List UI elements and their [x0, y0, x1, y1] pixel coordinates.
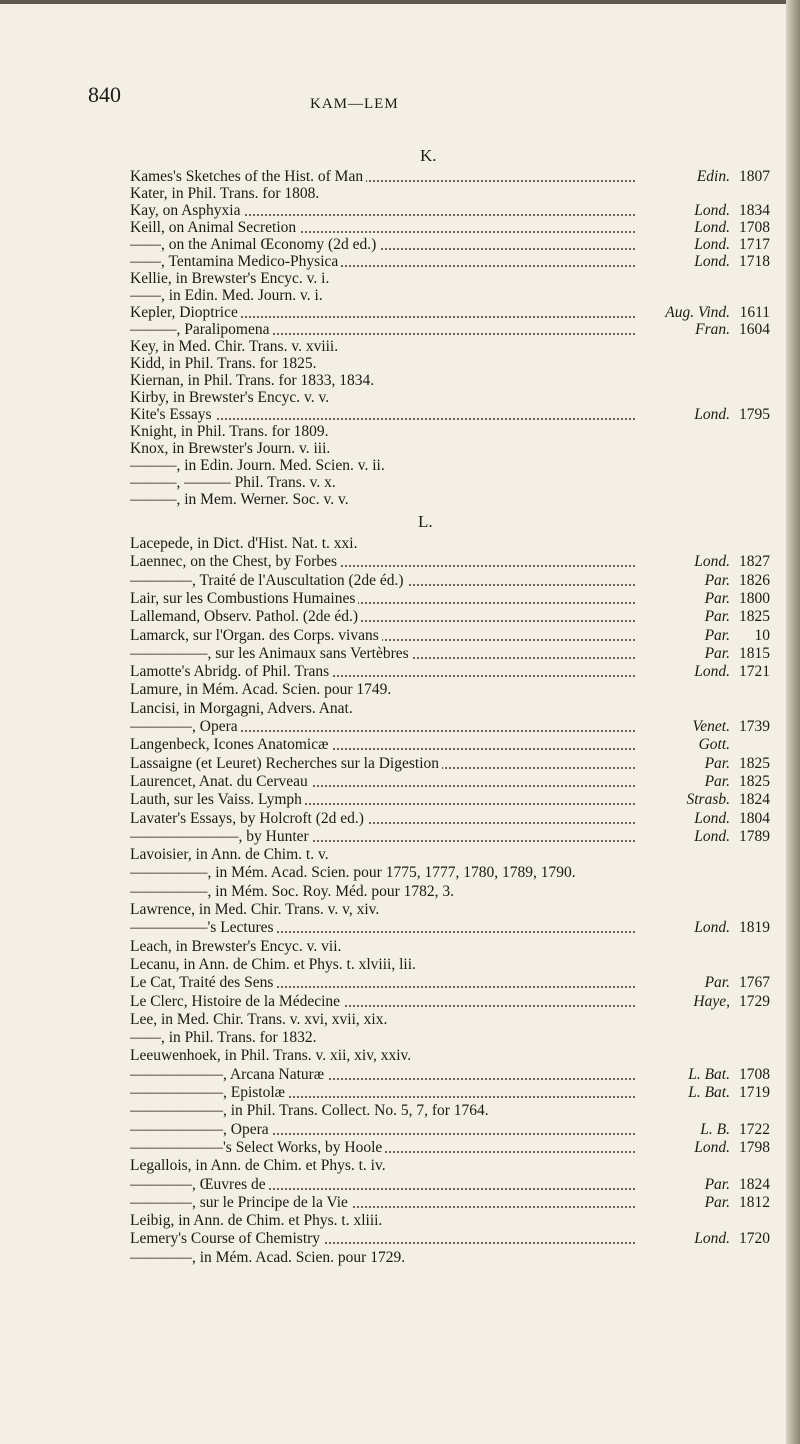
- page-top-edge: [0, 0, 800, 4]
- entry-place: Lond.: [691, 236, 730, 254]
- index-entry: [130, 956, 770, 974]
- entry-year: 1604: [739, 321, 770, 338]
- entry-place: Par.: [702, 755, 730, 773]
- entry-place: Edin.: [694, 168, 730, 186]
- entry-title: —————, in Mém. Soc. Roy. Méd. pour 1782, 3.: [130, 883, 457, 900]
- entry-title: Lamure, in Mém. Acad. Scien. pour 1749.: [130, 681, 394, 698]
- entry-title: ————, Traité de l'Auscultation (2de éd.): [130, 572, 407, 589]
- entry-place: Haye,: [690, 993, 730, 1011]
- entry-place: Par.: [702, 590, 730, 608]
- entry-year: 1717: [739, 236, 770, 253]
- index-entry: [130, 185, 770, 203]
- entry-title: Knox, in Brewster's Journ. v. iii.: [130, 440, 333, 457]
- entry-place: Par.: [702, 773, 730, 791]
- entry-title: Kidd, in Phil. Trans. for 1825.: [130, 355, 319, 372]
- section-letter-k: K.: [420, 146, 437, 165]
- index-entry: [130, 423, 770, 441]
- entry-title: ——, in Phil. Trans. for 1832.: [130, 1029, 319, 1046]
- index-entry: [130, 846, 770, 864]
- entry-place: Lond.: [691, 828, 730, 846]
- index-entry: [130, 938, 770, 956]
- entry-title: ——, on the Animal Œconomy (2d ed.): [130, 236, 379, 253]
- index-entry: [130, 755, 770, 773]
- index-entry: [130, 1047, 770, 1065]
- index-entry: [130, 1011, 770, 1029]
- entry-year: 1611: [739, 304, 770, 321]
- entry-place: L. Bat.: [685, 1084, 730, 1102]
- entry-year: 1825: [739, 608, 770, 626]
- entry-title: ———, in Edin. Journ. Med. Scien. v. ii.: [130, 457, 388, 474]
- entry-year: 1807: [739, 168, 770, 185]
- entry-title: ————, Œuvres de: [130, 1176, 269, 1193]
- entry-title: Leach, in Brewster's Encyc. v. vii.: [130, 938, 344, 955]
- entry-place: L. Bat.: [685, 1066, 730, 1084]
- entry-place: Lond.: [691, 1230, 730, 1248]
- entry-title: Leeuwenhoek, in Phil. Trans. v. xii, xiv, xxiv.: [130, 1047, 414, 1064]
- entry-title: Lavater's Essays, by Holcroft (2d ed.): [130, 810, 367, 827]
- index-entry: [130, 338, 770, 356]
- index-entry: [130, 864, 770, 882]
- entry-place: Lond.: [691, 202, 730, 220]
- entry-title: Keill, on Animal Secretion: [130, 219, 299, 236]
- index-entry: [130, 791, 770, 809]
- entry-place: Par.: [702, 1194, 730, 1212]
- entry-year: 1826: [739, 571, 770, 589]
- entry-title: Kirby, in Brewster's Encyc. v. v.: [130, 389, 332, 406]
- index-entry: [130, 993, 770, 1011]
- entry-title: ——, in Edin. Med. Journ. v. i.: [130, 287, 326, 304]
- entry-year: 1815: [739, 644, 770, 662]
- entry-year: 1827: [739, 553, 770, 571]
- index-entry: [130, 700, 770, 718]
- entry-title: Lee, in Med. Chir. Trans. v. xvi, xvii, xix.: [130, 1011, 390, 1028]
- index-entry: [130, 202, 770, 220]
- entry-title: Kellie, in Brewster's Encyc. v. i.: [130, 270, 332, 287]
- index-entry: [130, 553, 770, 571]
- entry-title: Lamotte's Abridg. of Phil. Trans: [130, 663, 332, 680]
- entry-year: 1800: [739, 589, 770, 607]
- entry-year: 1795: [739, 406, 770, 423]
- entry-place: Gott.: [696, 736, 730, 754]
- index-entry: [130, 321, 770, 339]
- entry-title: ——————, Epistolæ: [130, 1084, 288, 1101]
- index-entry: [130, 810, 770, 828]
- entry-place: L. B.: [697, 1121, 730, 1139]
- index-entry: [130, 236, 770, 254]
- entry-place: Lond.: [691, 1139, 730, 1157]
- entry-year: 1719: [739, 1084, 770, 1101]
- entry-title: ———, Paralipomena: [130, 321, 272, 338]
- entry-year: 1825: [739, 772, 770, 790]
- entry-year: 1798: [739, 1138, 770, 1156]
- section-letter-l: L.: [418, 512, 433, 531]
- running-head: KAM—LEM: [310, 96, 399, 112]
- entry-year: 1708: [739, 1065, 770, 1083]
- entry-title: Laennec, on the Chest, by Forbes: [130, 553, 340, 570]
- index-entry: [130, 440, 770, 458]
- entry-place: Venet.: [690, 718, 730, 736]
- entry-year: 1819: [739, 919, 770, 937]
- entry-title: —————'s Lectures: [130, 919, 277, 936]
- entry-year: 1789: [739, 827, 770, 845]
- entry-title: Lair, sur les Combustions Humaines: [130, 590, 358, 607]
- index-entry: [130, 883, 770, 901]
- index-entry: [130, 1121, 770, 1139]
- entry-title: Le Cat, Traité des Sens: [130, 974, 276, 991]
- index-entry: [130, 736, 770, 754]
- entry-title: Kepler, Dioptrice: [130, 304, 241, 321]
- entry-title: Kames's Sketches of the Hist. of Man: [130, 168, 366, 185]
- index-entry: [130, 1066, 770, 1084]
- entry-title: ——————, Arcana Naturæ: [130, 1066, 327, 1083]
- index-entry: [130, 389, 770, 407]
- index-entry: [130, 168, 770, 186]
- entry-title: Key, in Med. Chir. Trans. v. xviii.: [130, 338, 341, 355]
- index-entry: [130, 406, 770, 424]
- entry-title: Lecanu, in Ann. de Chim. et Phys. t. xlviii, lii.: [130, 956, 419, 973]
- index-entry: [130, 355, 770, 373]
- index-entry: [130, 535, 770, 553]
- entry-title: Kiernan, in Phil. Trans. for 1833, 1834.: [130, 372, 377, 389]
- entry-place: Lond.: [691, 406, 730, 424]
- index-entry: [130, 828, 770, 846]
- entry-title: Legallois, in Ann. de Chim. et Phys. t. iv.: [130, 1157, 389, 1174]
- page-fore-edge: [786, 0, 800, 1444]
- entry-title: Laurencet, Anat. du Cerveau: [130, 773, 311, 790]
- entry-year: 1812: [739, 1193, 770, 1211]
- entry-title: Lauth, sur les Vaiss. Lymph: [130, 791, 305, 808]
- index-entry: [130, 1157, 770, 1175]
- index-entry: [130, 287, 770, 305]
- entry-place: Strasb.: [684, 791, 731, 809]
- entry-place: Lond.: [691, 253, 730, 271]
- entry-title: Le Clerc, Histoire de la Médecine: [130, 993, 343, 1010]
- index-entry: [130, 681, 770, 699]
- entry-title: Lassaigne (et Leuret) Recherches sur la Digestion: [130, 755, 442, 772]
- entry-title: Lancisi, in Morgagni, Advers. Anat.: [130, 700, 356, 717]
- entry-title: ———, ——— Phil. Trans. v. x.: [130, 474, 339, 491]
- index-entry: [130, 645, 770, 663]
- entry-title: ————, Opera: [130, 718, 241, 735]
- index-entry: [130, 1084, 770, 1102]
- entry-title: ———, in Mem. Werner. Soc. v. v.: [130, 491, 352, 508]
- index-entry: [130, 1176, 770, 1194]
- entry-title: Kater, in Phil. Trans. for 1808.: [130, 185, 322, 202]
- entry-place: Lond.: [691, 663, 730, 681]
- entry-title: Lemery's Course of Chemistry: [130, 1230, 323, 1247]
- index-entry: [130, 974, 770, 992]
- entry-place: Par.: [702, 627, 730, 645]
- entry-place: Par.: [702, 645, 730, 663]
- index-entry: [130, 773, 770, 791]
- entry-title: Kay, on Asphyxia: [130, 202, 244, 219]
- index-entry: [130, 608, 770, 626]
- entry-year: 1720: [739, 1230, 770, 1248]
- index-entry: [130, 372, 770, 390]
- index-entry: [130, 491, 770, 509]
- index-entry: [130, 270, 770, 288]
- entry-place: Par.: [702, 974, 730, 992]
- entry-year: 10: [754, 626, 770, 644]
- entry-place: Aug. Vind.: [662, 304, 730, 322]
- index-entry: [130, 1212, 770, 1230]
- index-entry: [130, 304, 770, 322]
- page-number: 840: [88, 82, 121, 107]
- index-entry: [130, 590, 770, 608]
- entry-year: 1708: [739, 219, 770, 236]
- entry-title: ——————, in Phil. Trans. Collect. No. 5, 7, for 1764.: [130, 1102, 492, 1119]
- index-entry: [130, 1029, 770, 1047]
- entry-title: —————, sur les Animaux sans Vertèbres: [130, 645, 412, 662]
- entry-year: 1729: [739, 992, 770, 1010]
- entry-title: Leibig, in Ann. de Chim. et Phys. t. xliii.: [130, 1212, 385, 1229]
- index-entry: [130, 1139, 770, 1157]
- index-entry: [130, 901, 770, 919]
- index-entry: [130, 474, 770, 492]
- entry-place: Lond.: [691, 919, 730, 937]
- entry-title: —————, in Mém. Acad. Scien. pour 1775, 1777, 1780, 1789, 1790.: [130, 864, 579, 881]
- entry-place: Lond.: [691, 810, 730, 828]
- entry-title: ——————, Opera: [130, 1121, 272, 1138]
- entry-year: 1824: [739, 791, 770, 809]
- index-entry: [130, 219, 770, 237]
- entry-title: ———————, by Hunter: [130, 828, 312, 845]
- entry-title: Lamarck, sur l'Organ. des Corps. vivans: [130, 627, 382, 644]
- entry-title: ————, sur le Principe de la Vie: [130, 1194, 351, 1211]
- entry-year: 1739: [739, 718, 770, 735]
- entry-title: ——————'s Select Works, by Hoole: [130, 1139, 385, 1156]
- entry-title: ————, in Mém. Acad. Scien. pour 1729.: [130, 1249, 408, 1266]
- index-entry: [130, 1102, 770, 1120]
- index-entry: [130, 457, 770, 475]
- index-entry: [130, 1194, 770, 1212]
- entry-title: Lavoisier, in Ann. de Chim. t. v.: [130, 846, 332, 863]
- entry-year: 1825: [739, 754, 770, 772]
- entry-title: Lallemand, Observ. Pathol. (2de éd.): [130, 608, 361, 625]
- entry-title: ——, Tentamina Medico-Physica: [130, 253, 341, 270]
- entry-year: 1824: [739, 1175, 770, 1193]
- entry-place: Par.: [702, 1176, 730, 1194]
- entry-title: Lawrence, in Med. Chir. Trans. v. v, xiv.: [130, 901, 382, 918]
- index-entry: [130, 663, 770, 681]
- index-entry: [130, 1249, 770, 1267]
- index-entry: [130, 919, 770, 937]
- entry-year: 1718: [739, 253, 770, 270]
- entry-title: Knight, in Phil. Trans. for 1809.: [130, 423, 332, 440]
- index-entry: [130, 253, 770, 271]
- index-entry: [130, 1230, 770, 1248]
- entry-place: Par.: [702, 572, 730, 590]
- entry-title: Kite's Essays: [130, 406, 215, 423]
- entry-place: Par.: [702, 608, 730, 626]
- entry-title: Lacepede, in Dict. d'Hist. Nat. t. xxi.: [130, 535, 360, 552]
- index-entry: [130, 718, 770, 736]
- index-entry: [130, 572, 770, 590]
- entry-year: 1767: [739, 974, 770, 992]
- entry-year: 1721: [739, 663, 770, 681]
- entry-place: Lond.: [691, 219, 730, 237]
- entry-place: Fran.: [692, 321, 730, 339]
- entry-year: 1834: [739, 202, 770, 219]
- entry-place: Lond.: [691, 553, 730, 571]
- entry-year: 1804: [739, 809, 770, 827]
- entry-title: Langenbeck, Icones Anatomicæ: [130, 736, 331, 753]
- entry-year: 1722: [739, 1120, 770, 1138]
- index-entry: [130, 627, 770, 645]
